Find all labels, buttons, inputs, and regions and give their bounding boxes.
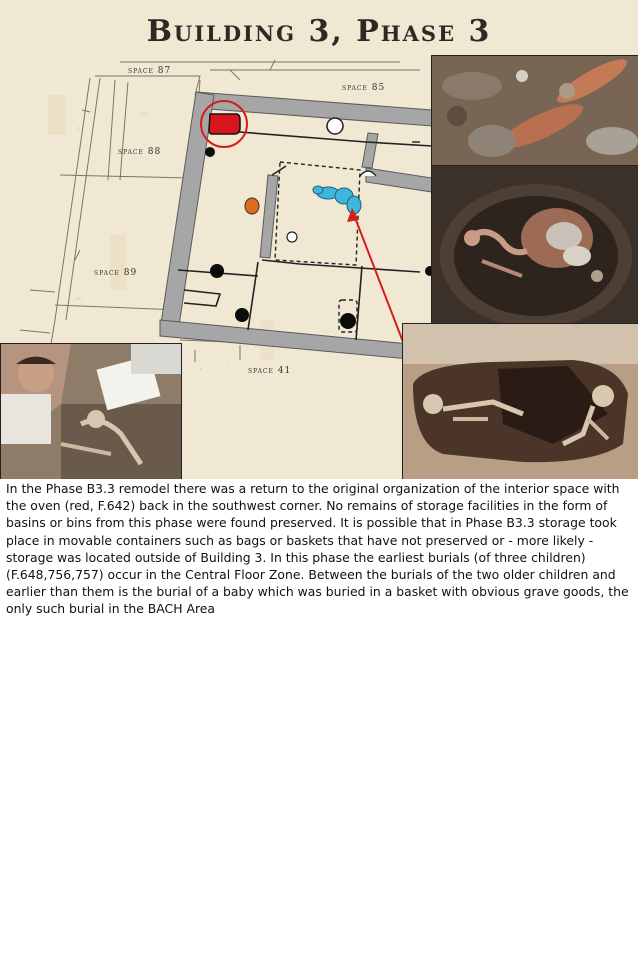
svg-text:·: · [160,296,162,302]
svg-text:·: · [200,366,202,372]
oven-f642 [209,114,240,134]
slide-title: Building 3, Phase 3 [146,14,492,49]
photo-rubble [431,55,638,167]
photo-excavator [0,343,182,479]
label-space-41: space 41 [248,366,292,376]
small-post [287,232,297,242]
label-space-87: space 87 [128,66,172,76]
photo-double-burial [402,323,638,479]
post-hole [327,118,343,134]
caption-text: In the Phase B3.3 remodel there was a return to the original organization of the interior space with the oven (red, F.642) back in the southwest corner. No remains of storage facilities in the form of basins or bins from this phase were found preserved. It is possible that in Phase B3.3 storage took place in movable containers such as bags or baskets that have not preserved or - more likely - storage was located outside of Building 3. In this phase the earliest burials (of three children) (F.648,756,757) occur in the Central Floor Zone. Between the burials of the two older children and earlier than them is the burial of a baby which was buried in a basket with obvious grave goods, the only such burial in the BACH Area [6,481,629,617]
storage-feature [245,198,259,214]
svg-text:·: · [188,188,190,194]
label-space-89: space 89 [94,268,138,278]
label-space-85: space 85 [342,83,386,93]
svg-text:·: :: ·: : [140,111,147,117]
svg-text:·: ·: ·: · [76,296,83,302]
label-space-88: space 88 [118,147,162,157]
svg-text:: ·: : · [78,126,83,132]
photo-basket-burial [431,165,638,326]
svg-text:·: · [228,364,230,370]
